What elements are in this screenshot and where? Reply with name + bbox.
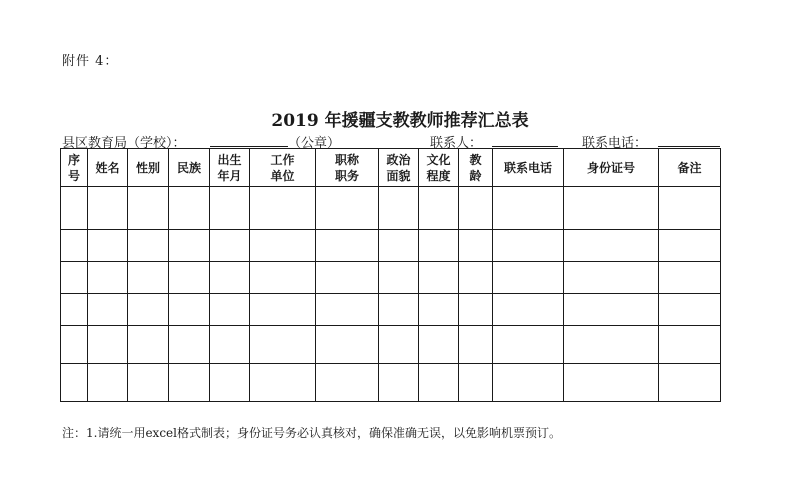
table-cell: [493, 230, 564, 262]
table-cell: [459, 326, 493, 364]
table-row: [61, 326, 721, 364]
table-cell: [210, 262, 250, 294]
table-cell: [493, 364, 564, 402]
table-cell: [316, 187, 379, 230]
table-cell: [419, 364, 459, 402]
attachment-label: 附件 4：: [62, 54, 119, 69]
table-cell: [169, 187, 210, 230]
footnote: 注：1.请统一用excel格式制表；身份证号务必认真核对，确保准确无误，以免影响机票预订。: [62, 426, 561, 440]
table-cell: [659, 326, 721, 364]
table-cell: [250, 326, 316, 364]
table-cell: [210, 294, 250, 326]
table-cell: [459, 364, 493, 402]
table-cell: [419, 262, 459, 294]
table-cell: [88, 326, 128, 364]
header-cell-id-number: 身份证号: [564, 149, 659, 187]
table-cell: [379, 262, 419, 294]
table-cell: [659, 230, 721, 262]
header-cell-gender: 性别: [128, 149, 169, 187]
table-cell: [250, 294, 316, 326]
header-cell-birth: 出生 年月: [210, 149, 250, 187]
header-cell-name: 姓名: [88, 149, 128, 187]
phone-blank: [658, 132, 720, 147]
table-cell: [419, 230, 459, 262]
header-cell-seq: 序 号: [61, 149, 88, 187]
table-cell: [88, 230, 128, 262]
header-cell-political: 政治 面貌: [379, 149, 419, 187]
header-cell-phone: 联系电话: [493, 149, 564, 187]
table-cell: [210, 326, 250, 364]
contact-blank: [492, 132, 558, 147]
table-cell: [61, 187, 88, 230]
table-cell: [659, 262, 721, 294]
phone-label: 联系电话：: [582, 136, 648, 151]
county-blank: [210, 132, 288, 147]
table-cell: [459, 187, 493, 230]
summary-table: [60, 148, 721, 402]
county-label: 县区教育局（学校）：: [62, 136, 186, 151]
table-cell: [128, 326, 169, 364]
table-cell: [250, 262, 316, 294]
table-cell: [659, 187, 721, 230]
table-cell: [493, 326, 564, 364]
table-cell: [61, 230, 88, 262]
table-cell: [128, 294, 169, 326]
page-title: 2019 年援疆支教教师推荐汇总表: [271, 111, 529, 131]
seal-label: （公章）: [288, 136, 341, 151]
table-cell: [210, 187, 250, 230]
table-cell: [459, 262, 493, 294]
table-cell: [88, 262, 128, 294]
table-cell: [659, 364, 721, 402]
table-cell: [564, 262, 659, 294]
table-cell: [316, 326, 379, 364]
table-cell: [210, 364, 250, 402]
table-cell: [419, 187, 459, 230]
table-cell: [379, 364, 419, 402]
table-cell: [88, 294, 128, 326]
table-cell: [316, 262, 379, 294]
table-cell: [316, 294, 379, 326]
table-cell: [169, 364, 210, 402]
table-row: [61, 187, 721, 230]
table-row: [61, 364, 721, 402]
table-cell: [210, 230, 250, 262]
table-cell: [250, 364, 316, 402]
table-cell: [564, 294, 659, 326]
table-cell: [61, 326, 88, 364]
table-cell: [88, 364, 128, 402]
table-cell: [493, 294, 564, 326]
header-row: [61, 149, 721, 187]
table-cell: [419, 326, 459, 364]
table-cell: [128, 364, 169, 402]
table-cell: [379, 187, 419, 230]
table-cell: [564, 364, 659, 402]
table-cell: [419, 294, 459, 326]
table-cell: [379, 326, 419, 364]
table-cell: [250, 187, 316, 230]
table-cell: [128, 230, 169, 262]
header-cell-education: 文化 程度: [419, 149, 459, 187]
table-row: [61, 262, 721, 294]
table-cell: [169, 230, 210, 262]
contact-label: 联系人：: [430, 136, 483, 151]
table-cell: [169, 262, 210, 294]
table-cell: [564, 230, 659, 262]
header-cell-title: 职称 职务: [316, 149, 379, 187]
table-cell: [564, 187, 659, 230]
table-cell: [493, 187, 564, 230]
header-cell-ethnicity: 民族: [169, 149, 210, 187]
table-cell: [169, 294, 210, 326]
table-cell: [61, 294, 88, 326]
table-cell: [169, 326, 210, 364]
header-cell-teaching-years: 教 龄: [459, 149, 493, 187]
table-cell: [250, 230, 316, 262]
header-cell-workplace: 工作 单位: [250, 149, 316, 187]
table-cell: [128, 187, 169, 230]
table-row: [61, 294, 721, 326]
table-cell: [316, 230, 379, 262]
header-cell-remarks: 备注: [659, 149, 721, 187]
table-cell: [316, 364, 379, 402]
table-cell: [493, 262, 564, 294]
table-cell: [61, 364, 88, 402]
table-cell: [659, 294, 721, 326]
table-cell: [379, 294, 419, 326]
table-row: [61, 230, 721, 262]
table-cell: [379, 230, 419, 262]
table-cell: [88, 187, 128, 230]
table-cell: [564, 326, 659, 364]
table-cell: [128, 262, 169, 294]
table-cell: [459, 294, 493, 326]
table-cell: [459, 230, 493, 262]
table-cell: [61, 262, 88, 294]
